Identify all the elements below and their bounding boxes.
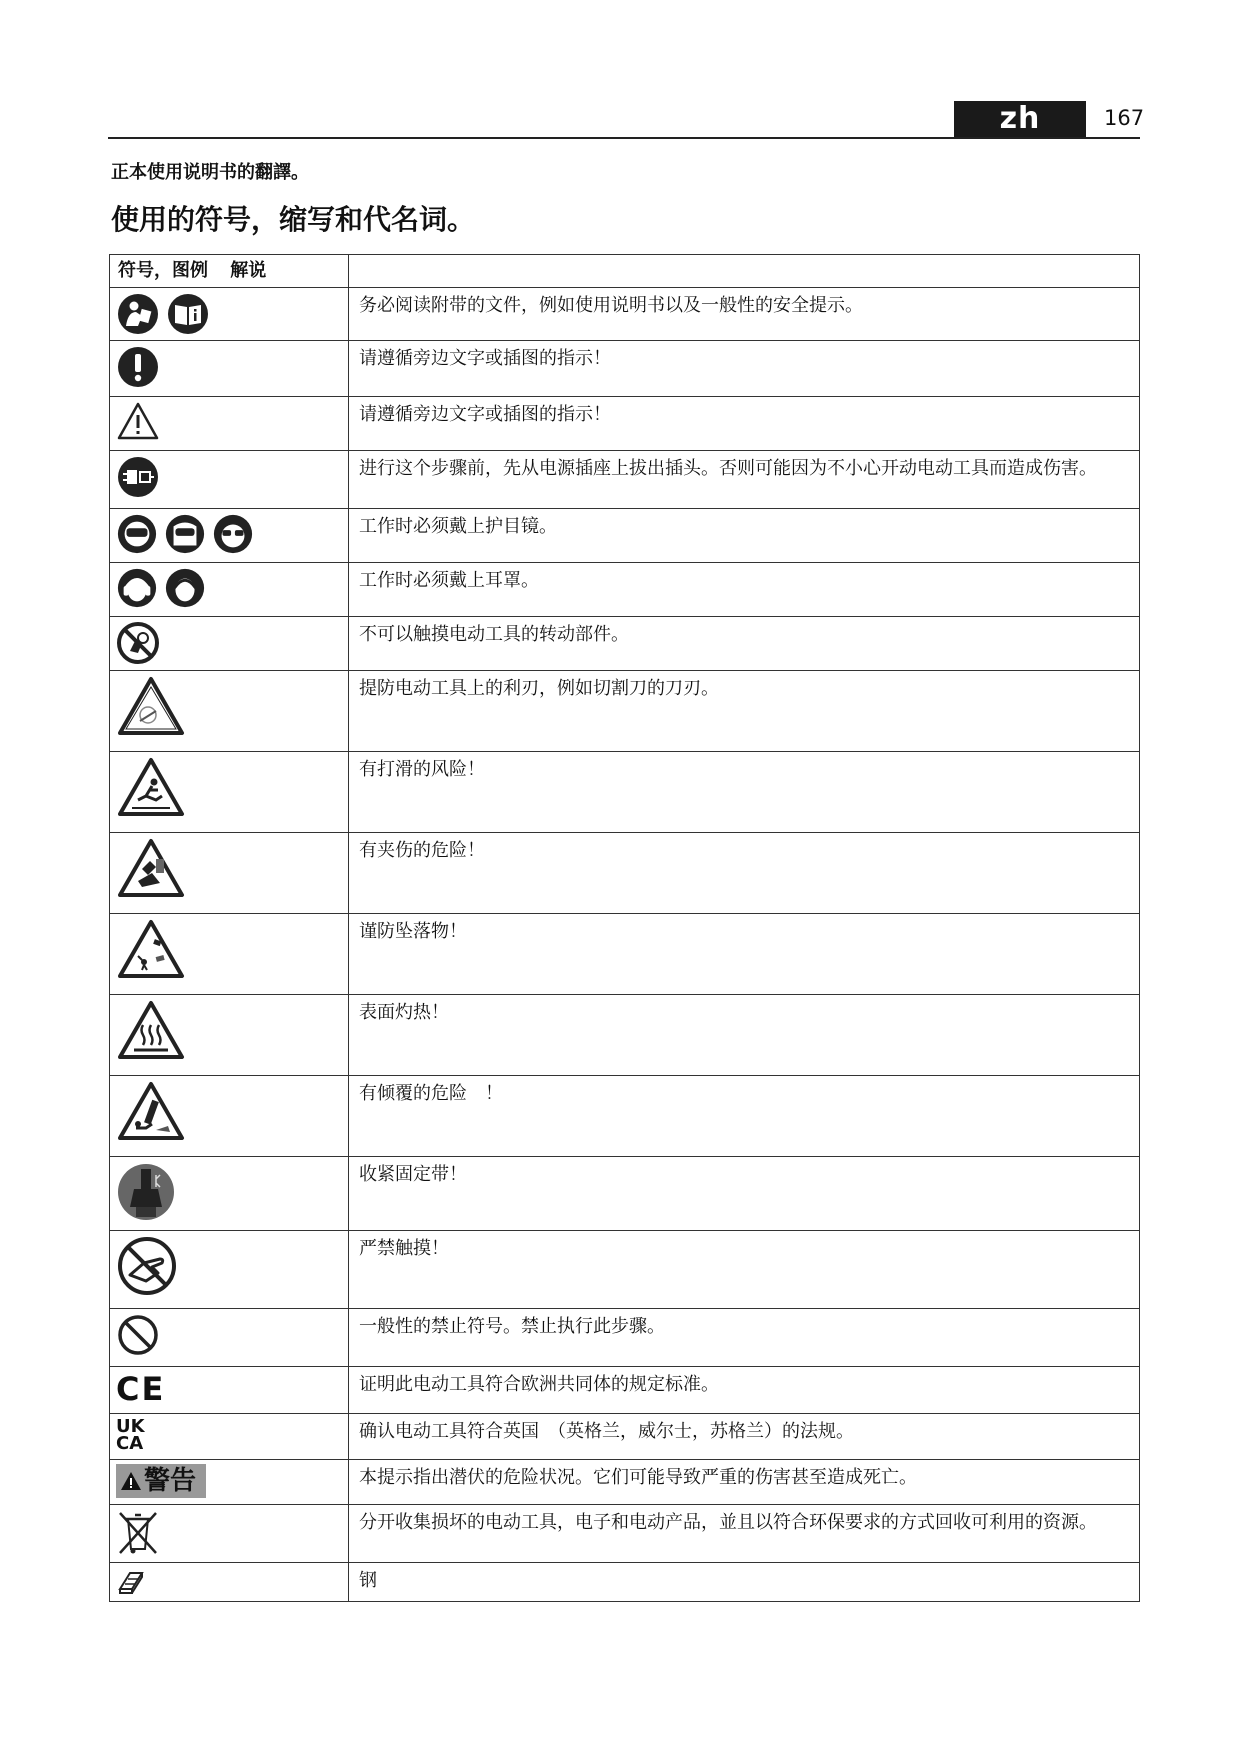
table-row xyxy=(110,1505,1140,1563)
description-cell: 不可以触摸电动工具的转动部件。 xyxy=(349,617,1140,671)
safety-glasses-icon xyxy=(212,513,254,555)
description-cell: 请遵循旁边文字或插图的指示！ xyxy=(349,397,1140,451)
face-shield-icon xyxy=(116,513,158,555)
symbol-cell xyxy=(110,671,349,752)
table-row xyxy=(110,752,1140,833)
table-row xyxy=(110,1563,1140,1602)
col-explanation-label: 解说 xyxy=(230,260,267,281)
table-row xyxy=(110,563,1140,617)
symbol-cell xyxy=(110,752,349,833)
table-row xyxy=(110,341,1140,397)
symbol-cell xyxy=(110,288,349,341)
table-row xyxy=(110,914,1140,995)
symbol-cell xyxy=(110,914,349,995)
steel-icon xyxy=(116,1567,146,1597)
page-title: 使用的符号，缩写和代名词。 xyxy=(111,203,476,236)
symbol-cell xyxy=(110,833,349,914)
warning-label-text: 警告 xyxy=(144,1465,197,1496)
table-row xyxy=(110,995,1140,1076)
no-touch-rotating-icon xyxy=(116,621,160,665)
ce-mark-icon: CE xyxy=(116,1370,166,1408)
hot-surface-warning-icon xyxy=(116,999,186,1061)
slip-warning-icon xyxy=(116,756,186,818)
description-cell: 确认电动工具符合英国 （英格兰，威尔士，苏格兰）的法规。 xyxy=(349,1414,1140,1460)
description-cell: 有夹伤的危险！ xyxy=(349,833,1140,914)
description-cell: 表面灼热！ xyxy=(349,995,1140,1076)
description-cell: 谨防坠落物！ xyxy=(349,914,1140,995)
language-badge: zh (CM) xyxy=(954,101,1086,137)
table-row xyxy=(110,617,1140,671)
table-row xyxy=(110,1231,1140,1309)
symbol-cell xyxy=(110,451,349,509)
description-cell: 严禁触摸！ xyxy=(349,1231,1140,1309)
description-cell: 有倾覆的危险 ！ xyxy=(349,1076,1140,1157)
table-row xyxy=(110,1367,1140,1414)
exclamation-icon xyxy=(116,345,160,389)
description-cell: 分开收集损坏的电动工具，电子和电动产品，並且以符合环保要求的方式回收可利用的资源。 xyxy=(349,1505,1140,1563)
description-cell: 请遵循旁边文字或插图的指示！ xyxy=(349,341,1140,397)
table-row xyxy=(110,509,1140,563)
header-cell-empty xyxy=(349,255,1140,288)
description-cell: 钢 xyxy=(349,1563,1140,1602)
sharp-blade-warning-icon xyxy=(116,675,186,737)
symbol-cell xyxy=(110,509,349,563)
description-cell: 提防电动工具上的利刃，例如切割刀的刀刃。 xyxy=(349,671,1140,752)
table-row xyxy=(110,1460,1140,1505)
warning-label-triangle-icon xyxy=(120,1471,142,1491)
symbol-cell xyxy=(110,617,349,671)
symbol-cell xyxy=(110,995,349,1076)
symbol-cell xyxy=(110,1505,349,1563)
ukca-mark-ca: CA xyxy=(116,1433,144,1454)
symbol-cell xyxy=(110,1157,349,1231)
read-manual-icon xyxy=(116,292,160,336)
ukca-mark-uk: UK xyxy=(116,1416,145,1437)
table-row xyxy=(110,451,1140,509)
symbol-cell xyxy=(110,1367,349,1414)
prohibition-icon xyxy=(116,1313,160,1357)
table-row xyxy=(110,1157,1140,1231)
table-row xyxy=(110,1414,1140,1460)
description-cell: 工作时必须戴上护目镜。 xyxy=(349,509,1140,563)
symbol-cell xyxy=(110,1460,349,1505)
description-cell: 务必阅读附带的文件，例如使用说明书以及一般性的安全提示。 xyxy=(349,288,1140,341)
description-cell: 工作时必须戴上耳罩。 xyxy=(349,563,1140,617)
translation-note: 正本使用说明书的翻譯。 xyxy=(111,162,309,183)
description-cell: 有打滑的风险！ xyxy=(349,752,1140,833)
ear-protection-icon xyxy=(116,567,158,609)
goggles-icon xyxy=(164,513,206,555)
ukca-mark-icon xyxy=(116,1418,342,1452)
description-cell: 证明此电动工具符合欧洲共同体的规定标准。 xyxy=(349,1367,1140,1414)
warning-triangle-icon xyxy=(116,401,160,441)
table-row xyxy=(110,288,1140,341)
symbol-cell xyxy=(110,341,349,397)
manual-book-icon xyxy=(166,292,210,336)
unplug-icon xyxy=(116,455,160,499)
weee-bin-icon xyxy=(116,1509,160,1557)
symbol-cell xyxy=(110,1414,349,1460)
table-row xyxy=(110,1309,1140,1367)
description-cell: 本提示指出潜伏的危险状况。它们可能导致严重的伤害甚至造成死亡。 xyxy=(349,1460,1140,1505)
table-row xyxy=(110,1076,1140,1157)
header-rule xyxy=(108,137,1140,139)
ear-muffs-icon xyxy=(164,567,206,609)
falling-objects-warning-icon xyxy=(116,918,186,980)
description-cell: 收紧固定带！ xyxy=(349,1157,1140,1231)
symbol-cell xyxy=(110,1231,349,1309)
description-cell: 一般性的禁止符号。禁止执行此步骤。 xyxy=(349,1309,1140,1367)
table-header-row xyxy=(110,255,1140,288)
pinch-warning-icon xyxy=(116,837,186,899)
tighten-strap-icon xyxy=(116,1161,176,1223)
symbol-table xyxy=(109,254,1140,1602)
symbol-cell xyxy=(110,563,349,617)
description-cell: 进行这个步骤前，先从电源插座上拔出插头。否则可能因为不小心开动电动工具而造成伤害。 xyxy=(349,451,1140,509)
warning-label-icon xyxy=(116,1464,206,1498)
table-row xyxy=(110,833,1140,914)
symbol-cell xyxy=(110,1309,349,1367)
symbol-cell xyxy=(110,1563,349,1602)
header-cell xyxy=(110,255,349,288)
symbol-cell xyxy=(110,1076,349,1157)
symbol-cell xyxy=(110,397,349,451)
no-touching-icon xyxy=(116,1235,178,1297)
table-row xyxy=(110,671,1140,752)
page-number: 167 xyxy=(1104,106,1145,130)
col-symbol-label: 符号，图例 xyxy=(118,260,208,281)
table-row xyxy=(110,397,1140,451)
tip-over-warning-icon xyxy=(116,1080,186,1142)
